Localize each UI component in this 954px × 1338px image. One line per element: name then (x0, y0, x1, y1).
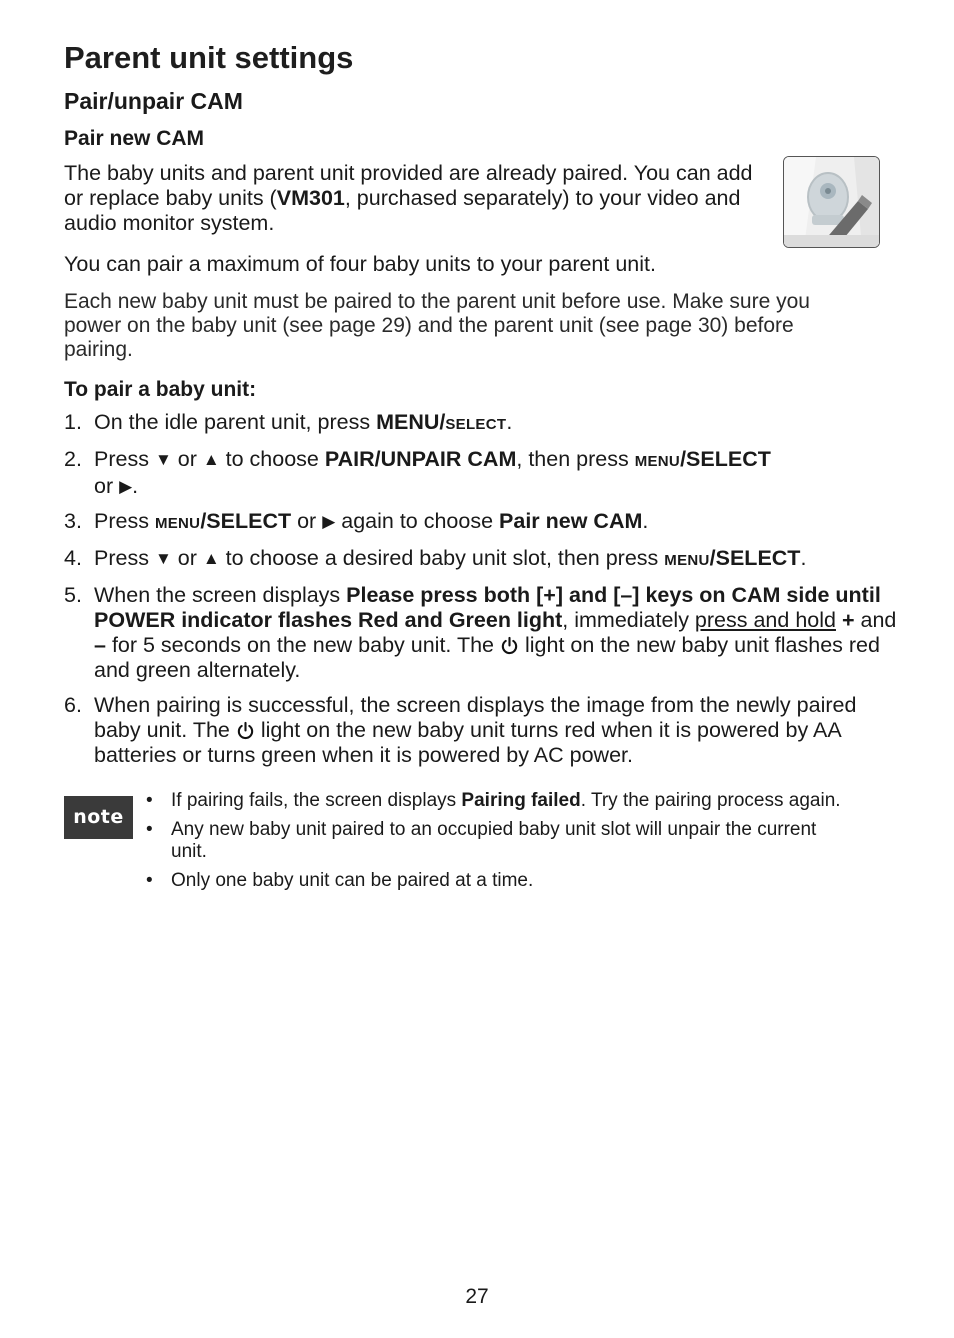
section-title: Pair/unpair CAM (64, 88, 243, 114)
step-text: light on the new baby unit flashes red and green alternately. (94, 633, 880, 682)
step-5 (64, 583, 904, 683)
bullet-icon: • (146, 819, 153, 840)
step-text: , immediately (562, 608, 695, 632)
step-text: When the screen displays (94, 583, 347, 607)
page-title: Parent unit settings (64, 40, 354, 75)
step-text: . (132, 474, 139, 498)
select-key-label: SELECT (445, 416, 507, 433)
intro-paragraph-3: Each new baby unit must be paired to the parent unit before use. Make sure you power on the baby unit (see page 29) and the parent unit (see page 30) before pairing. (64, 290, 810, 361)
step-number: 4. (64, 546, 82, 570)
screen-message: Please press both [+] and [–] keys on CAM side until POWER indicator flashes Red and Green light (94, 583, 881, 632)
note-item (146, 819, 846, 863)
procedure-heading: To pair a baby unit: (64, 378, 257, 401)
step-text: or (171, 546, 203, 570)
step-number: 2. (64, 447, 82, 471)
step-text: and (854, 608, 897, 632)
step-6 (64, 693, 904, 768)
step-text: for 5 seconds on the new baby unit. The (105, 633, 500, 657)
step-number: 6. (64, 693, 82, 717)
note-text: Any new baby unit paired to an occupied baby unit slot will unpair the current unit. (171, 819, 817, 862)
bullet-icon: • (146, 870, 153, 891)
menu-key-label: MENU/ (376, 410, 446, 434)
power-icon (236, 721, 255, 740)
menu-key-label: MENU (664, 552, 710, 569)
note-list (146, 790, 846, 899)
step-text: or (171, 447, 203, 471)
step-4 (64, 546, 904, 573)
menu-item-label: Pair new CAM (499, 509, 643, 533)
menu-key-label: MENU (634, 453, 681, 470)
step-1 (64, 410, 904, 437)
right-arrow-icon: ▶ (119, 477, 133, 496)
note-badge: note (64, 796, 133, 839)
step-3 (64, 509, 904, 536)
down-arrow-icon: ▼ (154, 549, 172, 568)
intro-text-a: The baby units and parent unit provided are already paired. You can add or replace baby units ( (64, 161, 753, 210)
step-text: Press (94, 509, 155, 533)
intro-paragraph-1 (64, 161, 764, 236)
menu-key-label: MENU (154, 515, 201, 532)
up-arrow-icon: ▲ (202, 450, 220, 469)
note-item (146, 790, 846, 812)
power-icon (500, 636, 519, 655)
plus-key-label: + (841, 608, 855, 632)
note-item (146, 870, 846, 892)
press-and-hold-text: press and hold (694, 608, 836, 632)
step-text: When pairing is successful, the screen displays the image from the newly paired baby unit. The (94, 693, 857, 742)
step-text: On the idle parent unit, press (94, 410, 377, 434)
menu-item-label: PAIR/UNPAIR CAM (324, 447, 517, 471)
step-number: 1. (64, 410, 82, 434)
step-text: light on the new baby unit turns red when it is powered by AA batteries or turns green when it is powered by AC power. (94, 718, 841, 767)
step-number: 5. (64, 583, 82, 607)
select-key-label: /SELECT (709, 546, 801, 570)
up-arrow-icon: ▲ (202, 549, 220, 568)
model-number: VM301 (276, 186, 345, 210)
step-2 (64, 447, 904, 499)
steps-list (64, 410, 904, 778)
baby-unit-camera-icon (783, 156, 880, 248)
sub-title: Pair new CAM (64, 127, 205, 150)
note-text: . Try the pairing process again. (580, 790, 841, 811)
intro-paragraph-2: You can pair a maximum of four baby units to your parent unit. (64, 252, 656, 276)
step-text: again to choose (335, 509, 500, 533)
step-text: . (800, 546, 807, 570)
pairing-failed-message: Pairing failed (461, 790, 581, 811)
bullet-icon: • (146, 790, 153, 811)
step-text: or (94, 474, 120, 498)
note-text: If pairing fails, the screen displays (171, 790, 462, 811)
step-text: Press (94, 447, 155, 471)
step-number: 3. (64, 509, 82, 533)
step-text: . (506, 410, 513, 434)
step-text: or (291, 509, 323, 533)
intro-text-b: , purchased separately) to your video and audio monitor system. (64, 186, 741, 235)
down-arrow-icon: ▼ (154, 450, 172, 469)
select-key-label: /SELECT (200, 509, 292, 533)
step-text: . (642, 509, 649, 533)
step-text: to choose (219, 447, 325, 471)
page-number: 27 (465, 1285, 489, 1308)
step-text: Press (94, 546, 155, 570)
step-text: , then press (516, 447, 635, 471)
note-text: Only one baby unit can be paired at a time. (171, 870, 534, 891)
right-arrow-icon: ▶ (322, 512, 336, 531)
step-text: to choose a desired baby unit slot, then press (219, 546, 665, 570)
select-key-label: /SELECT (680, 447, 771, 471)
minus-key-label: – (94, 633, 106, 657)
